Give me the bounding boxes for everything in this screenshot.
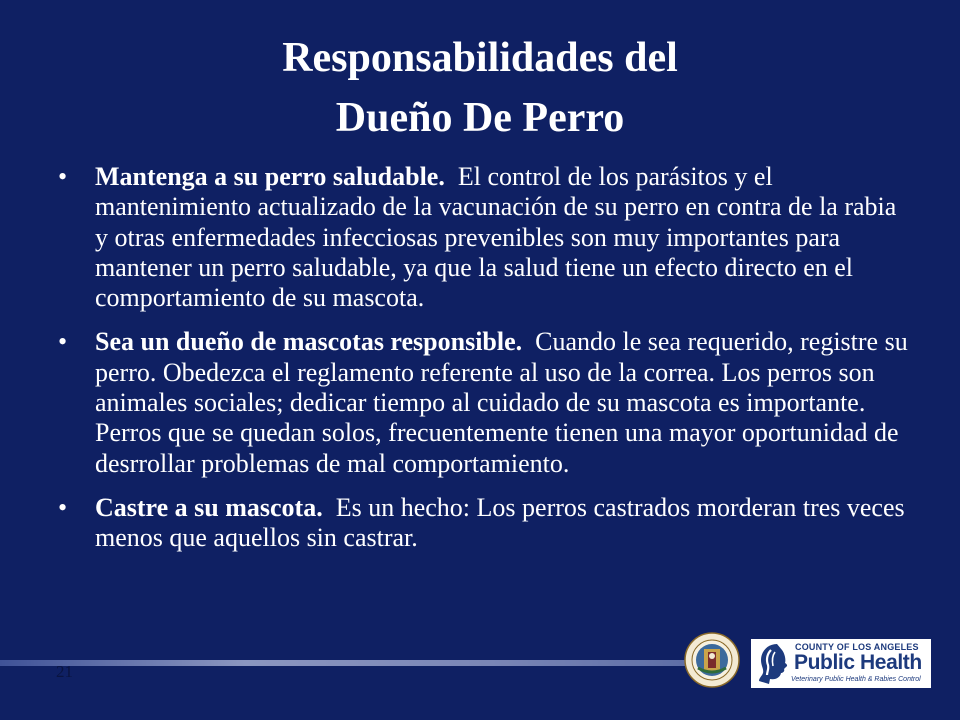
bullet-marker: • xyxy=(58,492,68,522)
bullet-text: Cuando le sea requerido, registre su perro. Obedezca el reglamento referente al uso de la correa. Los perros son animales sociales; dedicar tiempo al cuidado de su mascota es importante. Perros que se quedan solos, frecuentemente tienen una mayor oportunidad de desrrollar problemas de mal comportamiento. xyxy=(95,327,908,478)
logo-county-text: COUNTY OF LOS ANGELES xyxy=(795,642,919,652)
bullet-item xyxy=(58,493,908,554)
bullet-marker: • xyxy=(58,327,68,357)
page-number: 21 xyxy=(56,662,73,681)
bullet-list xyxy=(58,162,908,568)
bullet-marker: • xyxy=(58,162,68,191)
county-seal-icon xyxy=(684,632,740,688)
bullet-lead: Mantenga a su perro saludable. xyxy=(95,162,445,191)
logo-subtitle-text: Veterinary Public Health & Rabies Control xyxy=(791,676,921,683)
footer-divider xyxy=(0,660,700,666)
public-health-profile-icon xyxy=(755,642,795,686)
bullet-text: El control de los parásitos y el mantenimiento actualizado de la vacunación de su perro en contra de la rabia y otras enfermedades infecciosas prevenibles son muy importantes para mantener un perro saludable, ya que la salud tiene un efecto directo en el comportamiento de su mascota. xyxy=(95,162,897,313)
bullet-lead: Castre a su mascota. xyxy=(95,492,323,522)
public-health-logo xyxy=(751,639,931,688)
logo-name-text: Public Health xyxy=(794,651,922,674)
bullet-item xyxy=(58,327,908,478)
bullet-text: Es un hecho: Los perros castrados morderan tres veces menos que aquellos sin castrar. xyxy=(95,492,905,553)
title-line-1: Responsabilidades del xyxy=(282,35,678,81)
slide-title xyxy=(0,28,960,148)
bullet-item xyxy=(58,162,908,313)
title-line-2: Dueño De Perro xyxy=(335,95,625,141)
bullet-lead: Sea un dueño de mascotas responsible. xyxy=(95,327,523,357)
